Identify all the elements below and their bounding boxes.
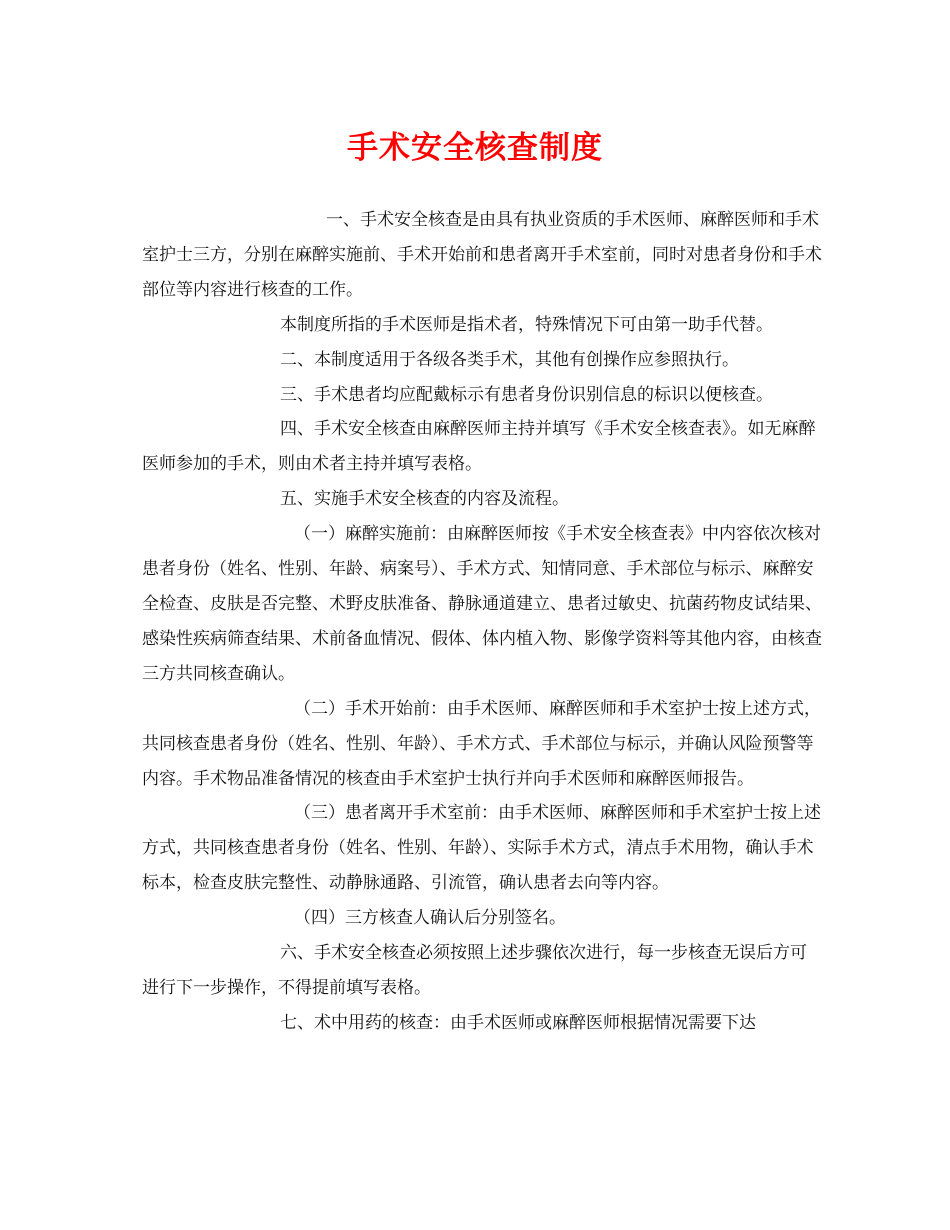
paragraph-9: （三）患者离开手术室前：由手术医师、麻醉医师和手术室护士按上述方式，共同核查患者身份（姓名、性别、年龄）、实际手术方式，清点手术用物，确认手术标本，检查皮肤完整性、动静脉通路、引流管，确认患者去向等内容。 bbox=[142, 803, 821, 894]
paragraph-6: 五、实施手术安全核查的内容及流程。 bbox=[280, 489, 569, 510]
document-body bbox=[142, 203, 822, 1041]
paragraph-3: 二、本制度适用于各级各类手术，其他有创操作应参照执行。 bbox=[280, 349, 739, 370]
paragraph-10: （四）三方核查人确认后分别签名。 bbox=[294, 908, 566, 929]
paragraph-5: 四、手术安全核查由麻醉医师主持并填写《手术安全核查表》。如无麻醉医师参加的手术，则由术者主持并填写表格。 bbox=[142, 419, 816, 475]
paragraph-8: （二）手术开始前：由手术医师、麻醉医师和手术室护士按上述方式，共同核查患者身份（姓名、性别、年龄）、手术方式、手术部位与标示，并确认风险预警等内容。手术物品准备情况的核查由手术室护士执行并向手术医师和麻醉医师报告。 bbox=[142, 698, 821, 789]
paragraph-4: 三、手术患者均应配戴标示有患者身份识别信息的标识以便核查。 bbox=[280, 384, 773, 405]
paragraph-2: 本制度所指的手术医师是指术者，特殊情况下可由第一助手代替。 bbox=[280, 314, 773, 335]
paragraph-7: （一）麻醉实施前：由麻醉医师按《手术安全核查表》中内容依次核对患者身份（姓名、性别、年龄、病案号）、手术方式、知情同意、手术部位与标示、麻醉安全检查、皮肤是否完整、术野皮肤准备、静脉通道建立、患者过敏史、抗菌药物皮试结果、感染性疾病筛查结果、术前备血情况、假体、体内植入物、影像学资料等其他内容，由核查三方共同核查确认。 bbox=[142, 524, 822, 684]
document-title: 手术安全核查制度 bbox=[347, 130, 603, 166]
paragraph-11: 六、手术安全核查必须按照上述步骤依次进行，每一步核查无误后方可进行下一步操作，不得提前填写表格。 bbox=[142, 943, 807, 998]
paragraph-12: 七、术中用药的核查：由手术医师或麻醉医师根据情况需要下达 bbox=[280, 1012, 756, 1033]
paragraph-1: 一、手术安全核查是由具有执业资质的手术医师、麻醉医师和手术室护士三方，分别在麻醉实施前、手术开始前和患者离开手术室前，同时对患者身份和手术部位等内容进行核查的工作。 bbox=[142, 210, 822, 300]
